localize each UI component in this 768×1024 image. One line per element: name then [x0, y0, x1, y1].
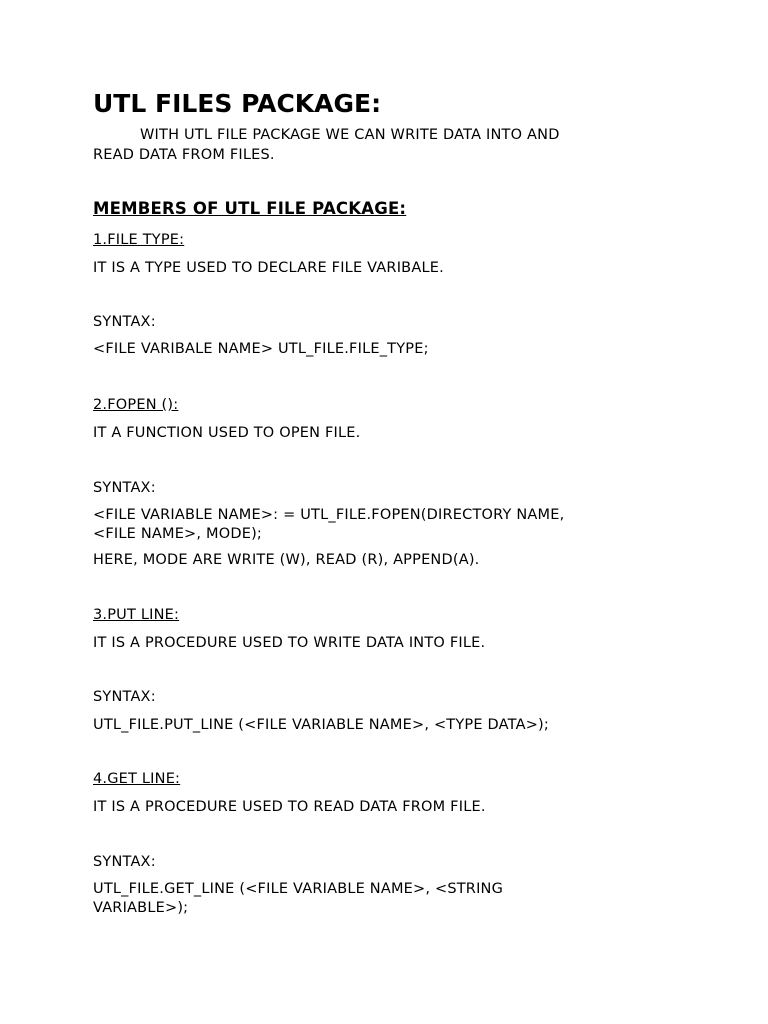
section-3-description: IT IS A PROCEDURE USED TO WRITE DATA INTO FILE. — [93, 635, 486, 651]
intro-line-1: WITH UTL FILE PACKAGE WE CAN WRITE DATA INTO AND — [140, 127, 560, 143]
section-3-syntax-label: SYNTAX: — [93, 689, 156, 705]
section-1-syntax-label: SYNTAX: — [93, 314, 156, 330]
section-1-syntax-line-1: <FILE VARIBALE NAME> UTL_FILE.FILE_TYPE; — [93, 341, 429, 357]
section-2-heading: 2.FOPEN (): — [93, 397, 179, 413]
intro-line-2: READ DATA FROM FILES. — [93, 147, 275, 163]
section-4-syntax-line-2: VARIABLE>); — [93, 900, 189, 916]
section-4-syntax-line-1: UTL_FILE.GET_LINE (<FILE VARIABLE NAME>, <STRING — [93, 881, 504, 897]
section-4-heading: 4.GET LINE: — [93, 771, 181, 787]
members-heading: MEMBERS OF UTL FILE PACKAGE: — [93, 199, 407, 218]
section-3-syntax-line-1: UTL_FILE.PUT_LINE (<FILE VARIABLE NAME>, <TYPE DATA>); — [93, 717, 549, 733]
section-2-syntax-label: SYNTAX: — [93, 480, 156, 496]
section-2-syntax-line-2: <FILE NAME>, MODE); — [93, 526, 263, 542]
section-1-heading: 1.FILE TYPE: — [93, 232, 185, 248]
section-2-note: HERE, MODE ARE WRITE (W), READ (R), APPEND(A). — [93, 552, 480, 568]
section-1-description: IT IS A TYPE USED TO DECLARE FILE VARIBALE. — [93, 260, 444, 276]
section-4-description: IT IS A PROCEDURE USED TO READ DATA FROM FILE. — [93, 799, 486, 815]
section-2-description: IT A FUNCTION USED TO OPEN FILE. — [93, 425, 361, 441]
section-2-syntax-line-1: <FILE VARIABLE NAME>: = UTL_FILE.FOPEN(DIRECTORY NAME, — [93, 507, 565, 523]
page-title: UTL FILES PACKAGE: — [93, 89, 382, 118]
section-3-heading: 3.PUT LINE: — [93, 607, 180, 623]
section-4-syntax-label: SYNTAX: — [93, 854, 156, 870]
